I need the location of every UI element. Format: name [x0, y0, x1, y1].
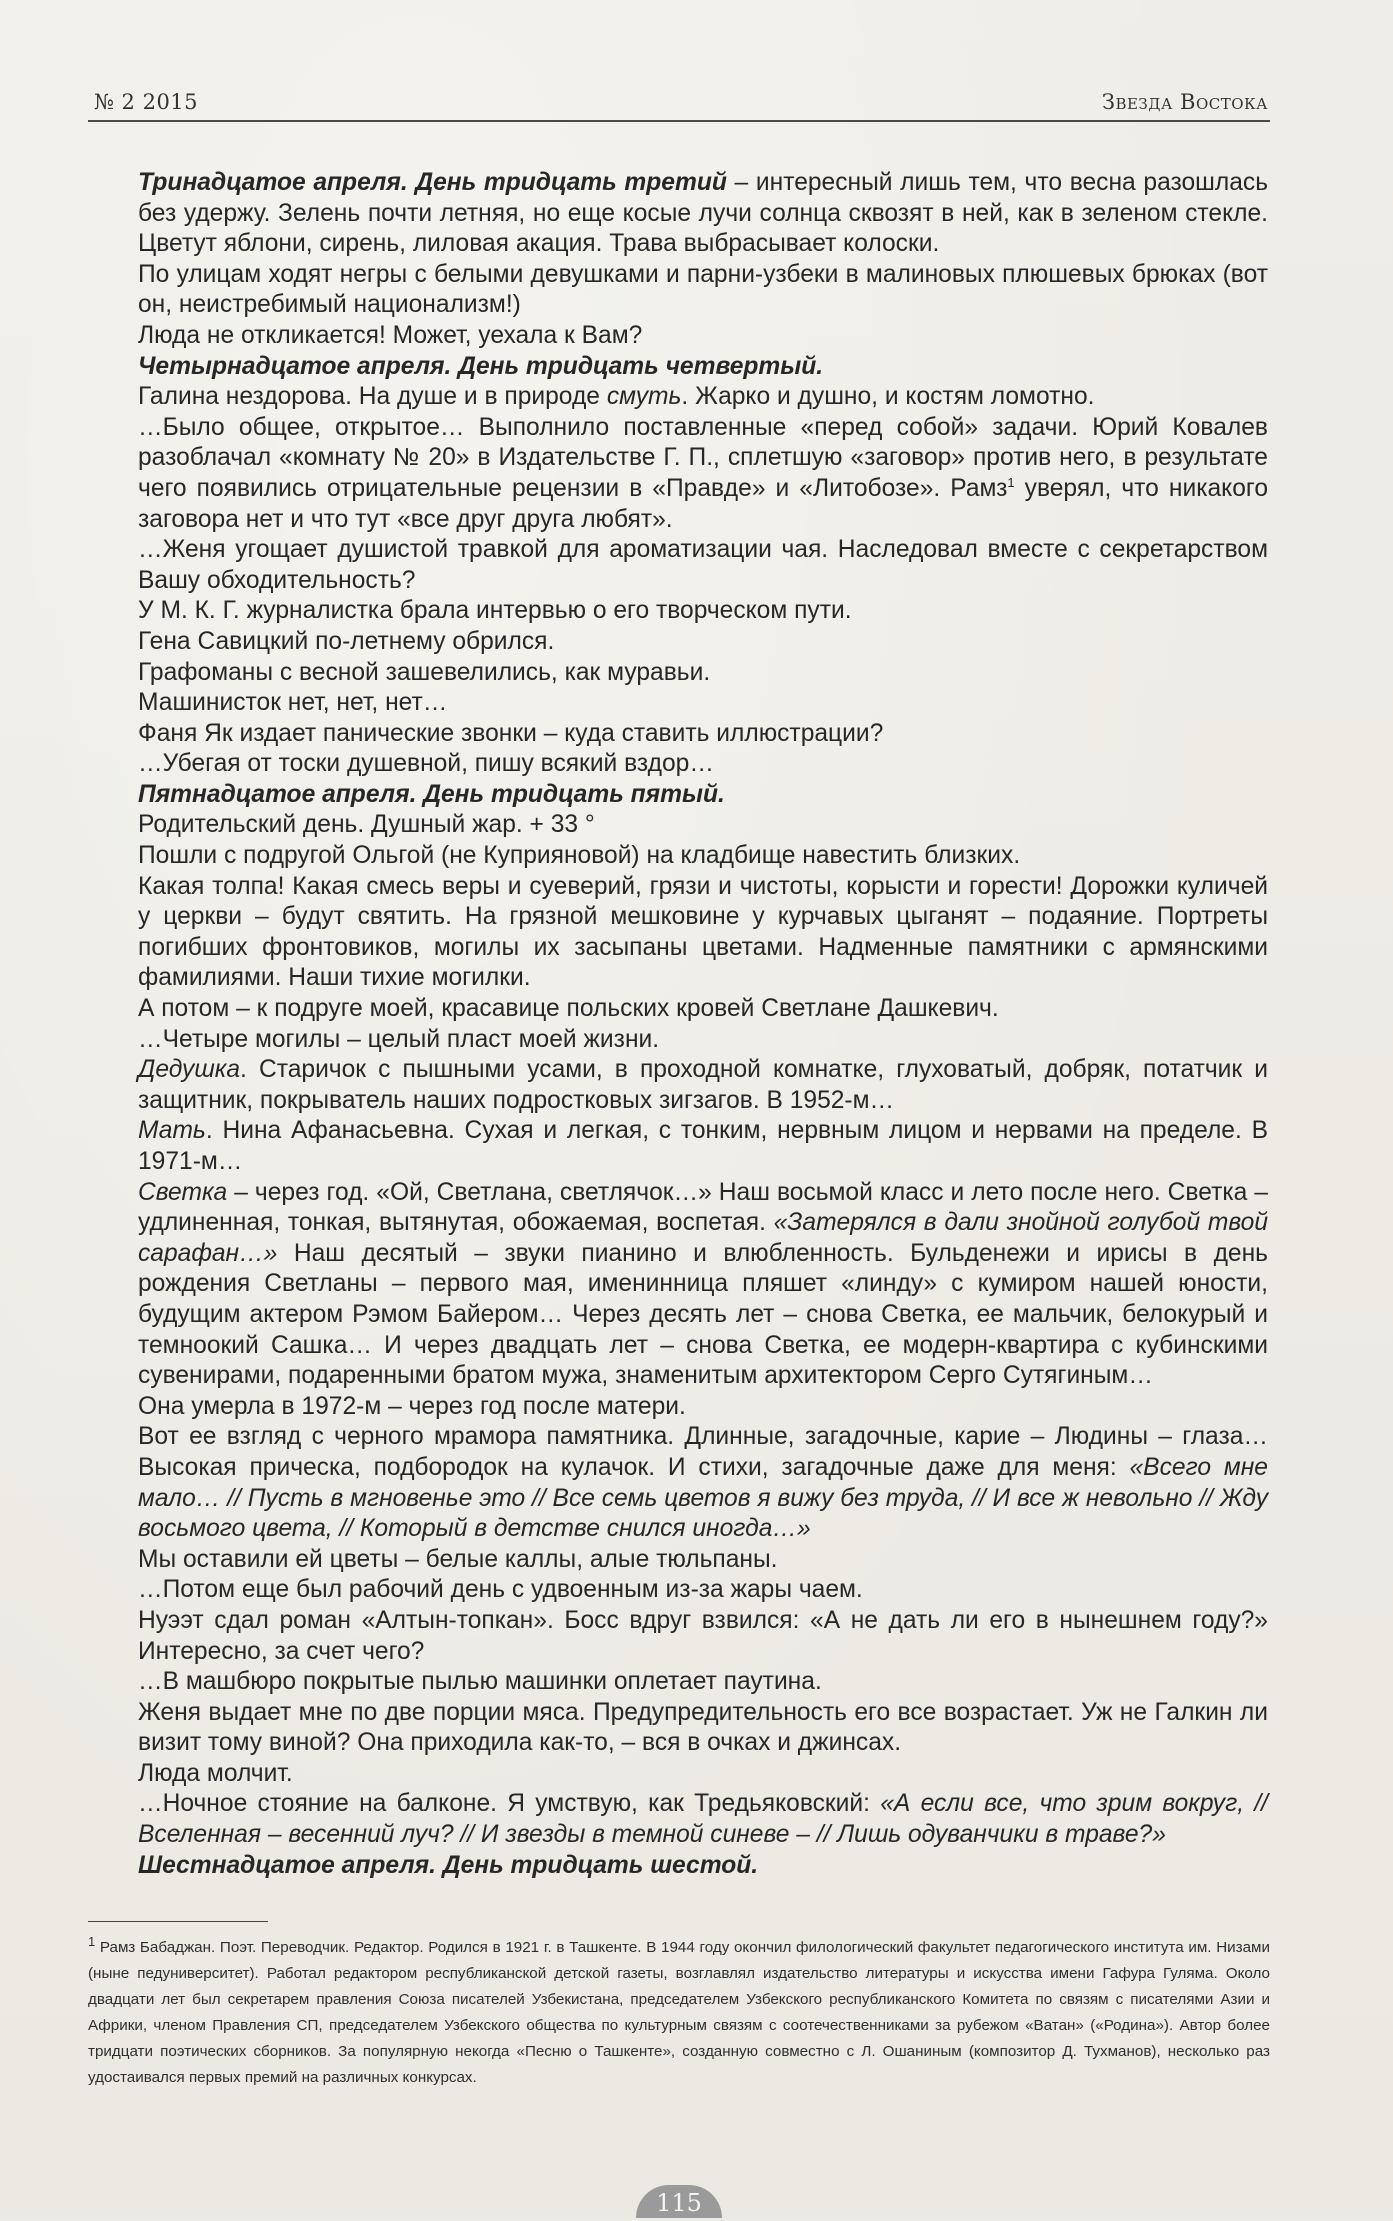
paragraph — [138, 1575, 1268, 1606]
paragraph — [138, 1667, 1268, 1698]
paragraph-text: . Старичок с пышными усами, в проходной комнатке, глуховатый, добряк, потатчик и защитник, покрыватель наших подростковых зигзагов. В 1952-м… — [138, 1056, 1268, 1114]
paragraph-text: Какая толпа! Какая смесь веры и суеверий, грязи и чистоты, корысти и горести! Дорожки куличей у церкви – будут святить. На грязной мешковине у курчавых цыганят – подаяние. Портреты погибших фронтовиков, могилы их засыпаны цветами. Надменные памятники с армянскими фамилиями. Наши тихие могилки. — [138, 872, 1268, 992]
paragraph-text: …В машбюро покрытые пылью машинки оплетает паутина. — [138, 1668, 822, 1696]
paragraph — [138, 841, 1268, 872]
paragraph — [138, 1422, 1268, 1544]
paragraph — [138, 1698, 1268, 1759]
paragraph-text: …Было общее, открытое… Выполнило поставленные «перед собой» задачи. Юрий Ковалев разоблачал «комнату № 20» в Издательстве Г. П., сплетшую «заговор» против него, в результате чего появились отрицательные рецензии в «Правде» и «Литобозе». Рамз — [138, 413, 1268, 502]
paragraph — [138, 872, 1268, 994]
paragraph — [138, 352, 1268, 383]
page-number: 115 — [636, 2185, 722, 2218]
paragraph-text: Мы оставили ей цветы – белые каллы, алые тюльпаны. — [138, 1545, 778, 1573]
paragraph — [138, 168, 1268, 260]
paragraph — [138, 1606, 1268, 1667]
italic-lead-word: Светка — [138, 1178, 228, 1206]
paragraph-text: Вот ее взгляд с черного мрамора памятника. Длинные, загадочные, карие – Людины – глаза… Высокая прическа, подбородок на кулачок. И стихи, загадочные даже для меня: — [138, 1423, 1268, 1481]
paragraph — [138, 658, 1268, 689]
paragraph-text: …Потом еще был рабочий день с удвоенным из-за жары чаем. — [138, 1576, 863, 1604]
footnote-mark: 1 — [88, 1933, 96, 1949]
paragraph — [138, 413, 1268, 535]
paragraph — [138, 1545, 1268, 1576]
italic-lead-word: Дедушка — [138, 1056, 241, 1084]
paragraph-text: Графоманы с весной зашевелились, как муравьи. — [138, 658, 711, 686]
paragraph-text: Пошли с подругой Ольгой (не Куприяновой) на кладбище навестить близких. — [138, 842, 1021, 870]
paragraph-text: Наш десятый – звуки пианино и влюбленность. Бульденежи и ирисы в день рождения Светланы – первого мая, именинница пляшет «линду» с кумиром нашей юности, будущим актером Рэмом Байером… Через десять лет – снова Светка, ее мальчик, белокурый и темноокий Сашка… И через двадцать лет – снова Светка, ее модерн-квартира с кубинскими сувенирами, подаренными братом мужа, знаменитым архитектором Серго Сутягиным… — [138, 1239, 1268, 1390]
diary-date-heading: Тринадцатое апреля. День тридцать третий — [138, 169, 727, 196]
paragraph — [138, 596, 1268, 627]
paragraph — [138, 1759, 1268, 1790]
footnote — [88, 1935, 1270, 2091]
paragraph — [138, 1116, 1268, 1177]
paragraph-text: Нуээт сдал роман «Алтын-топкан». Босс вдруг взвился: «А не дать ли его в нынешнем году?» Интересно, за счет чего? — [138, 1606, 1268, 1665]
running-header — [88, 86, 1270, 122]
paragraph — [138, 1392, 1268, 1423]
footnote-reference: 1 — [1007, 474, 1015, 490]
journal-title: Звезда Востока — [1101, 90, 1268, 114]
paragraph — [138, 627, 1268, 658]
paragraph — [138, 810, 1268, 841]
italic-quote: «А если все, что зрим вокруг, // Вселенная – весенний луч? // И звезды в темной синеве – // Лишь одуванчики в траве?» — [138, 1790, 1268, 1849]
paragraph-text: – интересный лишь тем, что весна разошлась без удержу. Зелень почти летняя, но еще косые лучи солнца сквозят в ней, как в зеленом стекле. Цветут яблони, сирень, лиловая акация. Трава выбрасывает колоски. — [138, 169, 1269, 258]
paragraph — [138, 382, 1268, 413]
footnote-text: Рамз Бабаджан. Поэт. Переводчик. Редактор. Родился в 1921 г. в Ташкенте. В 1944 году окончил филологический факультет педагогического института им. Низами (ныне педуниверситет). Работал редактором республиканской детской газеты, возглавлял издательство литературы и искусства имени Гафура Гуляма. Около двадцати лет был секретарем правления Союза писателей Узбекистана, председателем Узбекского республиканского Комитета по связям с писателями Азии и Африки, членом Правления СП, председателем Узбекского общества по культурным связям с соотечественниками за рубежом «Ватан» («Родина»). Автор более тридцати поэтических сборников. За популярную некогда «Песню о Ташкенте», созданную совместно с Л. Ошаниным (композитор Д. Тухманов), несколько раз удостаивался первых премий на различных конкурсах. — [88, 1939, 1270, 2086]
italic-quote: «Всего мне мало… // Пусть в мгновенье это // Все семь цветов я вижу без труда, // И все ж невольно // Жду восьмого цвета, // Который в детстве снился иногда…» — [138, 1453, 1268, 1543]
italic-lead-word: Мать — [138, 1117, 206, 1145]
paragraph — [138, 719, 1268, 750]
paragraph-text: Женя выдает мне по две порции мяса. Предупредительность его все возрастает. Уж не Галкин ли визит тому виной? Она приходила как-то, – вся в очках и джинсах. — [138, 1698, 1268, 1757]
paragraph — [138, 1789, 1268, 1850]
diary-date-heading: Пятнадцатое апреля. День тридцать пятый. — [138, 780, 725, 808]
paragraph-text: Галина нездорова. На душе и в природе — [138, 383, 607, 411]
paragraph — [138, 1178, 1268, 1392]
paragraph-text: Фаня Як издает панические звонки – куда ставить иллюстрации? — [138, 719, 884, 747]
paragraph-text: . Жарко и душно, и костям ломотно. — [681, 383, 1095, 411]
diary-date-heading: Четырнадцатое апреля. День тридцать четвертый. — [138, 352, 824, 380]
italic-quote: «Затерялся в дали знойной голубой твой сарафан…» — [138, 1209, 1269, 1267]
diary-date-heading: Шестнадцатое апреля. День тридцать шестой. — [138, 1851, 759, 1879]
paragraph-text: У М. К. Г. журналистка брала интервью о его творческом пути. — [138, 597, 852, 625]
paragraph-text: уверял, что никакого заговора нет и что тут «все друг друга любят». — [138, 474, 1268, 533]
paragraph-text: Люда молчит. — [138, 1759, 293, 1787]
paragraph — [138, 1025, 1268, 1056]
footnote-separator — [88, 1921, 268, 1922]
paragraph-text: . Нина Афанасьевна. Сухая и легкая, с тонким, нервным лицом и нервами на пределе. В 1971-м… — [138, 1117, 1268, 1175]
paragraph-text: Люда не откликается! Может, уехала к Вам? — [138, 321, 643, 349]
paragraph-text: По улицам ходят негры с белыми девушками и парни-узбеки в малиновых плюшевых брюках (вот он, неистребимый национализм!) — [138, 260, 1268, 319]
paragraph — [138, 1851, 1268, 1882]
issue-number: № 2 2015 — [94, 90, 199, 114]
italic-quote: смуть — [606, 383, 682, 411]
paragraph — [138, 749, 1268, 780]
paragraph-text: А потом – к подруге моей, красавице польских кровей Светлане Дашкевич. — [138, 995, 999, 1023]
paragraph — [138, 535, 1268, 596]
paragraph-text: …Четыре могилы – целый пласт моей жизни. — [138, 1025, 660, 1053]
paragraph-text: Гена Савицкий по-летнему обрился. — [138, 627, 555, 655]
article-body — [138, 168, 1268, 1881]
paragraph-text: Она умерла в 1972-м – через год после матери. — [138, 1392, 686, 1420]
paragraph — [138, 994, 1268, 1025]
paragraph-text: …Ночное стояние на балконе. Я умствую, как Тредьяковский: — [138, 1790, 881, 1818]
paragraph — [138, 1055, 1268, 1116]
paragraph-text: – через год. «Ой, Светлана, светлячок…» Наш восьмой класс и лето после него. Светка – удлиненная, тонкая, вытянутая, обожаемая, воспетая. — [138, 1178, 1268, 1237]
paragraph-text: Родительский день. Душный жар. + 33 ° — [138, 811, 595, 839]
paragraph-text: Машинисток нет, нет, нет… — [138, 689, 448, 717]
paragraph-text: …Убегая от тоски душевной, пишу всякий вздор… — [138, 750, 714, 778]
paragraph — [138, 688, 1268, 719]
paragraph — [138, 321, 1268, 352]
paragraph-text: …Женя угощает душистой травкой для ароматизации чая. Наследовал вместе с секретарством Вашу обходительность? — [138, 536, 1268, 594]
paragraph — [138, 780, 1268, 811]
paragraph — [138, 260, 1268, 321]
